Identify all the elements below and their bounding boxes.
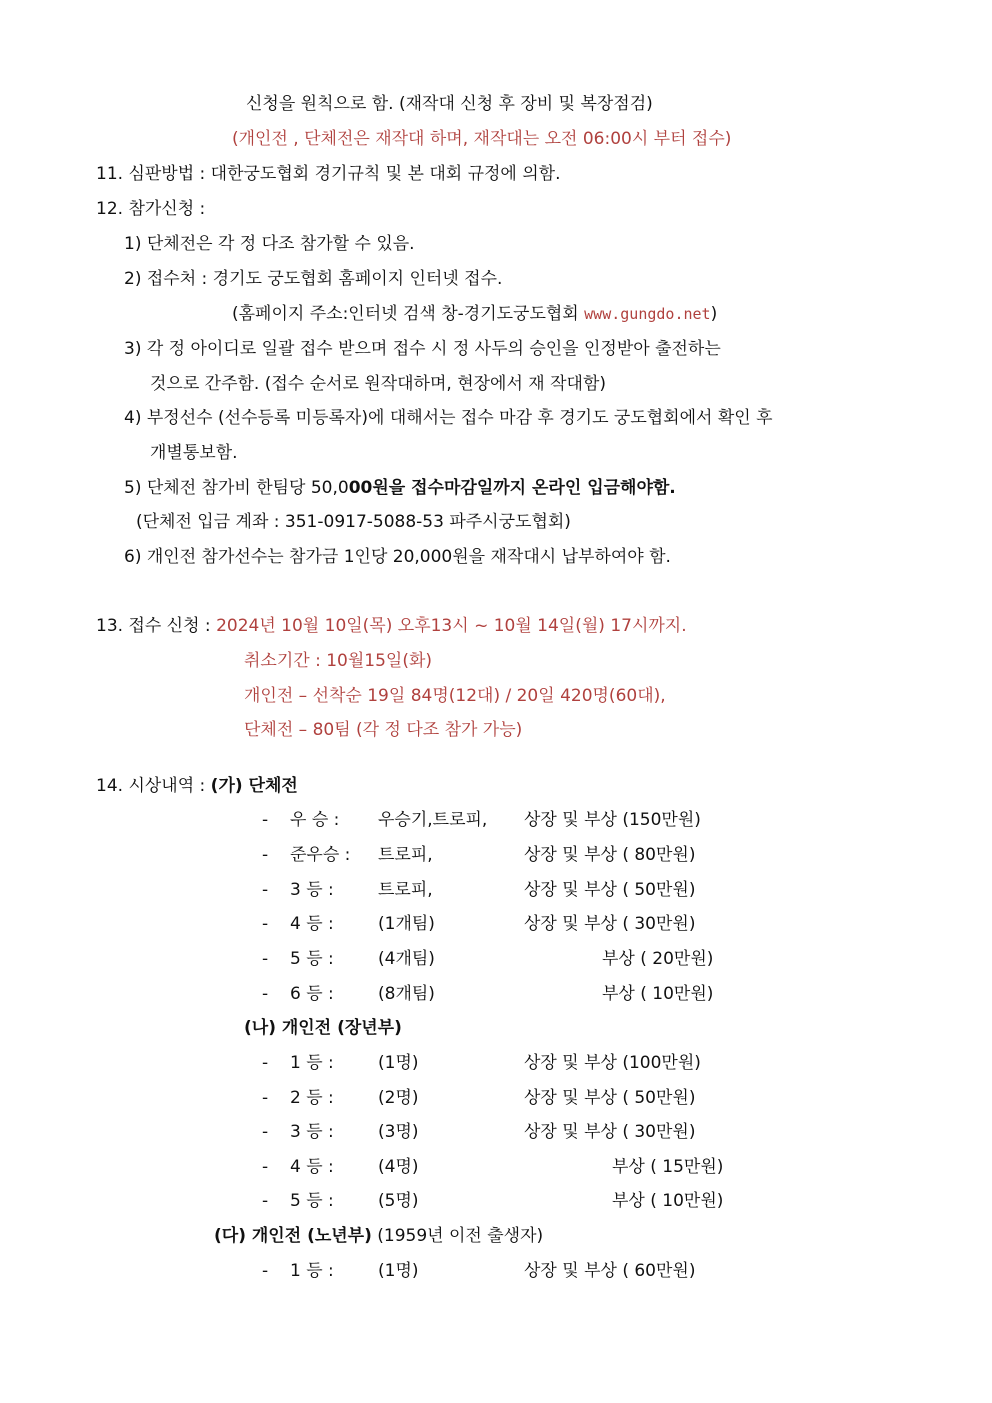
registration-period: 2024년 10월 10일(목) 오후13시 ~ 10월 14일(월) 17시까지. (216, 616, 687, 636)
item-3-cont: 것으로 간주함. (접수 순서로 원작대하며, 현장에서 재 작대함) (150, 374, 607, 394)
award-dash: - (262, 1191, 269, 1212)
award-rank: 4 등 : (290, 1156, 334, 1177)
award-dash: - (262, 1053, 269, 1073)
award-rank: 3 등 : (290, 879, 334, 900)
senior-header: (나) 개인전 (장년부) (244, 1018, 402, 1038)
team-header: (가) 단체전 (210, 776, 298, 796)
item-5-prefix: 5) 단체전 참가비 한팀당 50,0 (124, 478, 349, 498)
award-prize: 부상 ( 15만원) (612, 1156, 724, 1177)
award-prize: 상장 및 부상 ( 30만원) (524, 1122, 696, 1143)
section-14 (96, 774, 298, 798)
item-3: 3) 각 정 아이디로 일괄 접수 받으며 접수 시 정 사두의 승인을 인정받아 출전하는 (124, 339, 721, 359)
item-1: 1) 단체전은 각 정 다조 참가할 수 있음. (124, 234, 415, 254)
award-rank: 1 등 : (290, 1053, 334, 1073)
award-rank: 우 승 : (290, 810, 340, 830)
homepage-prefix: (홈페이지 주소:인터넷 검색 창-경기도궁도협회 (232, 304, 585, 324)
award-dash: - (262, 1122, 269, 1143)
award-prize: 상장 및 부상 ( 50만원) (524, 879, 696, 900)
item-5 (124, 476, 676, 500)
team-quota: 단체전 – 80팀 (각 정 다조 참가 가능) (244, 720, 523, 740)
award-desc: 트로피, (378, 844, 433, 865)
award-rank: 3 등 : (290, 1122, 334, 1143)
award-prize: 상장 및 부상 (100만원) (524, 1053, 701, 1073)
item-4: 4) 부정선수 (선수등록 미등록자)에 대해서는 접수 마감 후 경기도 궁도협회에서 확인 후 (124, 408, 773, 428)
award-prize: 상장 및 부상 ( 80만원) (524, 844, 696, 865)
elder-header-note: (1959년 이전 출생자) (371, 1226, 544, 1246)
elder-header (214, 1224, 543, 1248)
award-rank: 5 등 : (290, 1191, 334, 1212)
award-prize: 상장 및 부상 ( 60만원) (524, 1261, 696, 1281)
individual-quota: 개인전 – 선착순 19일 84명(12대) / 20일 420명(60대), (244, 686, 666, 706)
award-desc: (3명) (378, 1122, 419, 1143)
section-13 (96, 614, 687, 638)
award-rank: 4 등 : (290, 914, 334, 935)
section-14-label: 14. 시상내역 : (96, 776, 211, 796)
section-11: 11. 심판방법 : 대한궁도협회 경기규칙 및 본 대회 규정에 의함. (96, 164, 561, 184)
award-prize: 상장 및 부상 ( 50만원) (524, 1087, 696, 1108)
award-prize: 상장 및 부상 ( 30만원) (524, 914, 696, 935)
award-dash: - (262, 810, 269, 830)
award-desc: (1명) (378, 1261, 419, 1281)
award-desc: (5명) (378, 1191, 419, 1212)
section-13-label: 13. 접수 신청 : (96, 616, 217, 636)
award-desc: (4명) (378, 1156, 419, 1177)
bank-account: (단체전 입금 계좌 : 351-0917-5088-53 파주시궁도협회) (136, 512, 571, 532)
homepage-suffix: ) (710, 304, 718, 324)
notice-line: (개인전 , 단체전은 재작대 하며, 재작대는 오전 06:00시 부터 접수) (232, 129, 732, 149)
award-dash: - (262, 914, 269, 935)
award-rank: 1 등 : (290, 1261, 334, 1281)
award-desc: (8개팀) (378, 984, 435, 1004)
award-prize: 부상 ( 20만원) (602, 949, 714, 970)
award-desc: (2명) (378, 1087, 419, 1108)
item-5-bold: 00원을 접수마감일까지 온라인 입금해야함. (348, 478, 676, 498)
award-desc: (1개팀) (378, 914, 435, 935)
item-6: 6) 개인전 참가선수는 참가금 1인당 20,000원을 재작대시 납부하여야 함. (124, 547, 671, 567)
award-rank: 5 등 : (290, 949, 334, 970)
award-dash: - (262, 844, 269, 865)
text-line: 신청을 원칙으로 함. (재작대 신청 후 장비 및 복장점검) (246, 94, 653, 114)
award-rank: 2 등 : (290, 1087, 334, 1108)
award-dash: - (262, 984, 269, 1004)
award-rank: 준우승 : (290, 844, 351, 865)
award-dash: - (262, 1156, 269, 1177)
homepage-link[interactable]: www.gungdo.net (584, 305, 711, 323)
award-desc: (1명) (378, 1053, 419, 1073)
award-prize: 부상 ( 10만원) (612, 1191, 724, 1212)
award-dash: - (262, 1261, 269, 1281)
section-12: 12. 참가신청 : (96, 199, 206, 219)
award-dash: - (262, 949, 269, 970)
award-dash: - (262, 879, 269, 900)
award-desc: 트로피, (378, 879, 433, 900)
award-desc: (4개팀) (378, 949, 435, 970)
cancel-period: 취소기간 : 10월15일(화) (244, 651, 433, 671)
award-rank: 6 등 : (290, 984, 334, 1004)
award-prize: 부상 ( 10만원) (602, 984, 714, 1004)
item-4-cont: 개별통보함. (150, 443, 238, 463)
award-desc: 우승기,트로피, (378, 810, 488, 830)
item-2: 2) 접수처 : 경기도 궁도협회 홈페이지 인터넷 접수. (124, 269, 503, 289)
award-dash: - (262, 1087, 269, 1108)
elder-header-title: (다) 개인전 (노년부) (214, 1226, 372, 1246)
award-prize: 상장 및 부상 (150만원) (524, 810, 701, 830)
homepage-line (232, 302, 717, 326)
